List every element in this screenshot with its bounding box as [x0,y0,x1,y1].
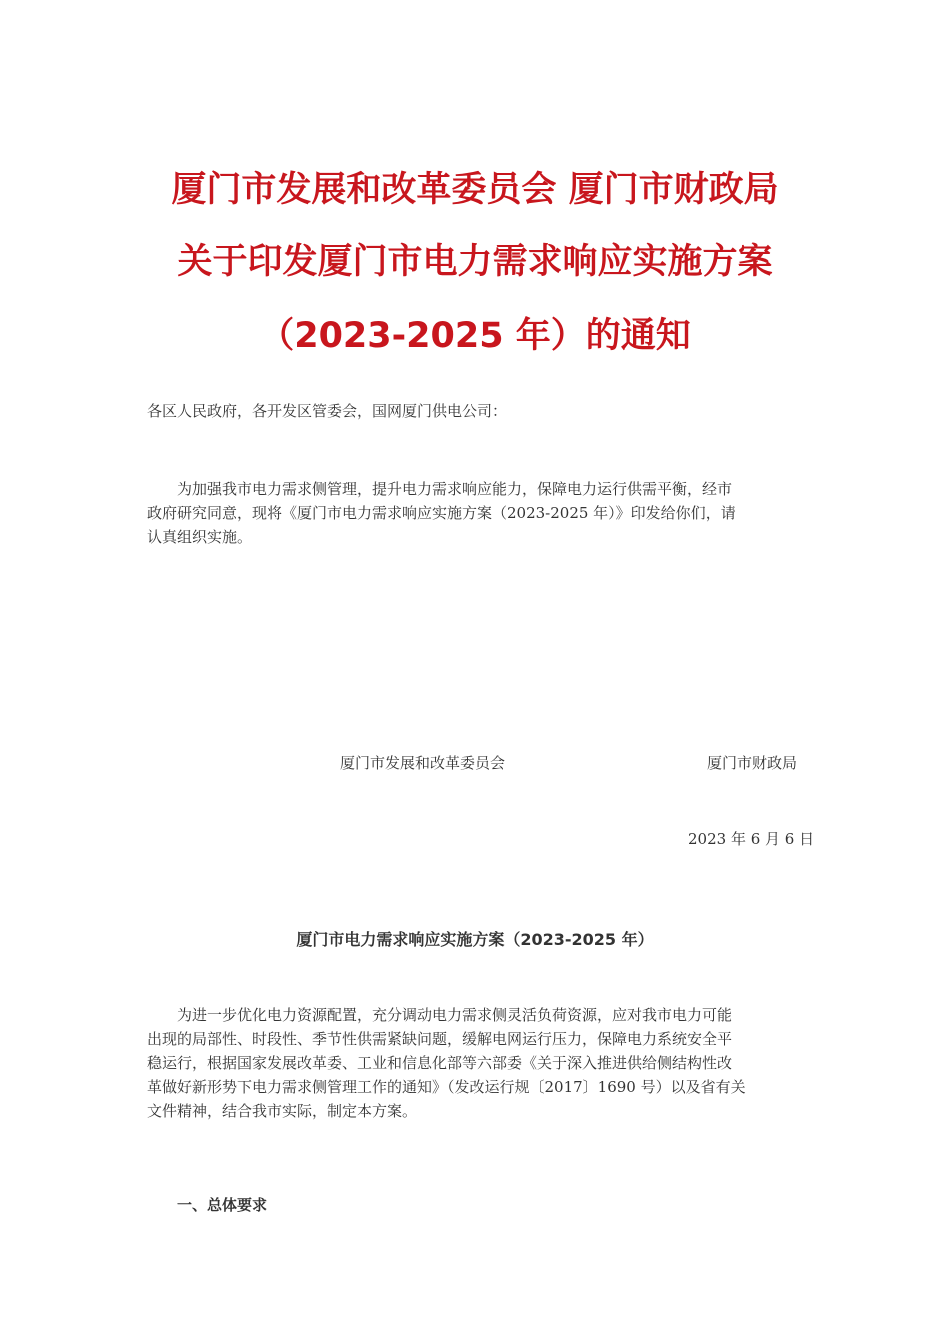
notice-line-1: 为加强我市电力需求侧管理，提升电力需求响应能力，保障电力运行供需平衡，经市 [177,480,733,498]
plan-intro-paragraph [147,1003,807,1123]
plan-intro-line-1: 为进一步优化电力资源配置，充分调动电力需求侧灵活负荷资源，应对我市电力可能 [177,1006,733,1024]
issue-date: 2023 年 6 月 6 日 [688,830,815,848]
title-line-1: 厦门市发展和改革委员会 厦门市财政局 [171,170,779,211]
plan-intro-line-5: 文件精神，结合我市实际，制定本方案。 [147,1102,418,1120]
notice-line-3: 认真组织实施。 [147,528,253,546]
title-line-2: 关于印发厦门市电力需求响应实施方案 [177,242,773,283]
signatory-finance-bureau: 厦门市财政局 [707,754,798,772]
notice-paragraph [147,477,807,549]
plan-intro-line-4: 革做好新形势下电力需求侧管理工作的通知》（发改运行规〔2017〕1690 号）以及省有关 [147,1078,746,1096]
title-line-3: （2023-2025 年）的通知 [259,316,691,357]
signatory-drc: 厦门市发展和改革委员会 [340,754,506,772]
salutation: 各区人民政府，各开发区管委会，国网厦门供电公司： [147,402,508,420]
notice-line-2: 政府研究同意，现将《厦门市电力需求响应实施方案（2023-2025 年）》印发给你们，请 [147,504,736,522]
plan-intro-line-3: 稳运行，根据国家发展改革委、工业和信息化部等六部委《关于深入推进供给侧结构性改 [147,1054,733,1072]
plan-intro-line-2: 出现的局部性、时段性、季节性供需紧缺问题，缓解电网运行压力，保障电力系统安全平 [147,1030,733,1048]
plan-title: 厦门市电力需求响应实施方案（2023-2025 年） [296,930,654,950]
section-heading-general-requirements: 一、总体要求 [177,1196,268,1214]
